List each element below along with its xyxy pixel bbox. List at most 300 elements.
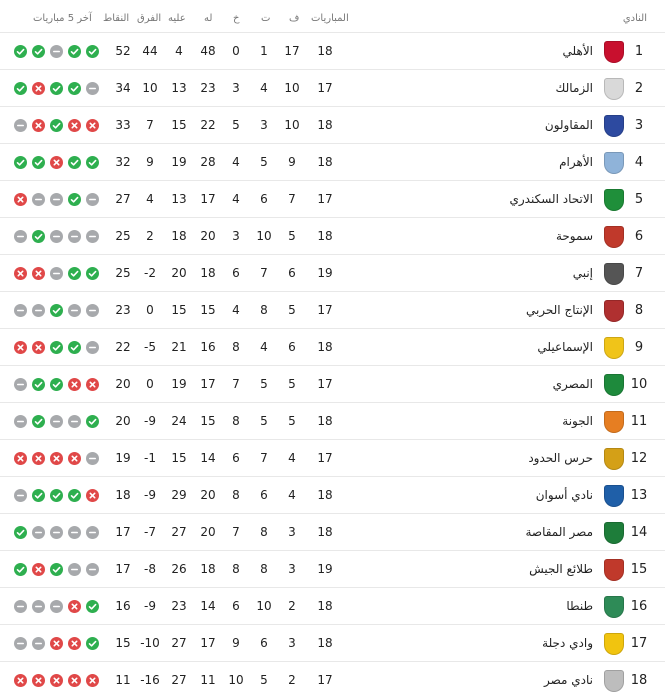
loss-x-icon (86, 489, 99, 502)
last5-form (14, 600, 104, 614)
drawn: 5 (260, 414, 268, 428)
played: 18 (317, 155, 333, 169)
team-name[interactable]: طنطا (566, 599, 593, 613)
rank: 17 (630, 636, 648, 651)
table-row[interactable] (0, 69, 665, 106)
loss-x-icon (50, 452, 63, 465)
goals-against: 24 (171, 414, 187, 428)
loss-x-icon (68, 637, 81, 650)
table-row[interactable] (0, 624, 665, 661)
win-check-icon (68, 156, 81, 169)
win-check-icon (50, 378, 63, 391)
loss-x-icon (32, 82, 45, 95)
rank: 11 (630, 414, 648, 429)
goals-against: 26 (171, 562, 187, 576)
win-check-icon (68, 82, 81, 95)
loss-x-icon (68, 452, 81, 465)
goals-against: 23 (171, 599, 187, 613)
draw-dash-icon (32, 304, 45, 317)
table-row[interactable] (0, 587, 665, 624)
loss-x-icon (14, 193, 27, 206)
goal-diff: -9 (144, 488, 156, 502)
win-check-icon (32, 415, 45, 428)
win-check-icon (86, 600, 99, 613)
team-logo-icon (604, 300, 624, 322)
goals-for: 15 (200, 414, 216, 428)
team-name[interactable]: المصري (552, 377, 593, 391)
lost: 5 (232, 118, 240, 132)
rank: 5 (634, 192, 644, 207)
table-row[interactable] (0, 476, 665, 513)
win-check-icon (50, 82, 63, 95)
win-check-icon (32, 45, 45, 58)
goal-diff: -9 (144, 599, 156, 613)
goal-diff: -16 (140, 673, 160, 687)
won: 4 (288, 488, 296, 502)
draw-dash-icon (50, 600, 63, 613)
team-logo-icon (604, 633, 624, 655)
goals-against: 27 (171, 636, 187, 650)
rank: 18 (630, 673, 648, 688)
won: 5 (288, 414, 296, 428)
drawn: 4 (260, 340, 268, 354)
team-logo-icon (604, 559, 624, 581)
points: 17 (115, 525, 131, 539)
goals-against: 19 (171, 377, 187, 391)
rank: 10 (630, 377, 648, 392)
table-row[interactable] (0, 550, 665, 587)
table-row[interactable] (0, 143, 665, 180)
rank: 1 (634, 44, 644, 59)
win-check-icon (50, 341, 63, 354)
win-check-icon (14, 563, 27, 576)
last5-form (14, 267, 104, 281)
rank: 2 (634, 81, 644, 96)
goals-for: 18 (200, 562, 216, 576)
team-logo-icon (604, 374, 624, 396)
lost: 6 (232, 266, 240, 280)
header-lost: خ (233, 13, 240, 24)
goals-against: 19 (171, 155, 187, 169)
draw-dash-icon (14, 600, 27, 613)
table-row[interactable] (0, 291, 665, 328)
draw-dash-icon (50, 45, 63, 58)
points: 25 (115, 229, 131, 243)
rank: 12 (630, 451, 648, 466)
team-name[interactable]: حرس الحدود (528, 451, 593, 465)
played: 18 (317, 488, 333, 502)
goals-for: 14 (200, 451, 216, 465)
loss-x-icon (50, 637, 63, 650)
rank: 4 (634, 155, 644, 170)
drawn: 5 (260, 673, 268, 687)
team-name[interactable]: الأهرام (559, 155, 593, 169)
drawn: 7 (260, 451, 268, 465)
team-name[interactable]: المقاولون (544, 118, 593, 132)
lost: 0 (232, 44, 240, 58)
draw-dash-icon (50, 415, 63, 428)
header-last5: آخر 5 مباريات (33, 13, 92, 24)
win-check-icon (32, 378, 45, 391)
loss-x-icon (68, 674, 81, 687)
lost: 10 (228, 673, 244, 687)
points: 33 (115, 118, 131, 132)
last5-form (14, 82, 104, 96)
team-logo-icon (604, 448, 624, 470)
draw-dash-icon (50, 230, 63, 243)
won: 3 (288, 525, 296, 539)
won: 5 (288, 303, 296, 317)
goal-diff: -9 (144, 414, 156, 428)
lost: 8 (232, 488, 240, 502)
goals-for: 20 (200, 229, 216, 243)
last5-form (14, 526, 104, 540)
draw-dash-icon (14, 489, 27, 502)
team-name[interactable]: نادي أسوان (535, 488, 593, 502)
rank: 16 (630, 599, 648, 614)
win-check-icon (68, 45, 81, 58)
table-row[interactable] (0, 32, 665, 69)
played: 17 (317, 192, 333, 206)
points: 27 (115, 192, 131, 206)
draw-dash-icon (14, 637, 27, 650)
points: 15 (115, 636, 131, 650)
goals-against: 13 (171, 81, 187, 95)
goals-for: 22 (200, 118, 216, 132)
draw-dash-icon (86, 193, 99, 206)
header-drawn: ت (261, 13, 271, 24)
drawn: 4 (260, 81, 268, 95)
rank: 8 (634, 303, 644, 318)
goals-against: 15 (171, 118, 187, 132)
header-goals-for: له (204, 13, 213, 24)
goal-diff: 44 (142, 44, 158, 58)
win-check-icon (14, 45, 27, 58)
draw-dash-icon (50, 193, 63, 206)
team-name[interactable]: وادي دجلة (542, 636, 593, 650)
drawn: 7 (260, 266, 268, 280)
draw-dash-icon (86, 563, 99, 576)
last5-form (14, 637, 104, 651)
goals-for: 28 (200, 155, 216, 169)
team-logo-icon (604, 337, 624, 359)
draw-dash-icon (32, 193, 45, 206)
team-name[interactable]: سموحة (555, 229, 593, 243)
team-logo-icon (604, 152, 624, 174)
played: 19 (317, 562, 333, 576)
lost: 7 (232, 525, 240, 539)
lost: 8 (232, 340, 240, 354)
team-name[interactable]: طلائع الجيش (529, 562, 593, 576)
loss-x-icon (32, 452, 45, 465)
team-logo-icon (604, 522, 624, 544)
team-name[interactable]: الزمالك (555, 81, 593, 95)
goal-diff: -10 (140, 636, 160, 650)
played: 18 (317, 44, 333, 58)
draw-dash-icon (86, 452, 99, 465)
drawn: 5 (260, 155, 268, 169)
draw-dash-icon (86, 230, 99, 243)
lost: 7 (232, 377, 240, 391)
goals-against: 20 (171, 266, 187, 280)
goals-for: 23 (200, 81, 216, 95)
goal-diff: -7 (144, 525, 156, 539)
win-check-icon (68, 193, 81, 206)
drawn: 6 (260, 636, 268, 650)
goals-for: 17 (200, 192, 216, 206)
won: 5 (288, 229, 296, 243)
team-name[interactable]: الإسماعيلي (537, 340, 593, 354)
loss-x-icon (50, 674, 63, 687)
draw-dash-icon (86, 82, 99, 95)
last5-form (14, 452, 104, 466)
team-name[interactable]: إنبي (572, 266, 593, 280)
loss-x-icon (32, 563, 45, 576)
draw-dash-icon (68, 415, 81, 428)
goals-for: 11 (200, 673, 216, 687)
team-name[interactable]: الأهلي (562, 44, 593, 58)
won: 10 (284, 118, 300, 132)
draw-dash-icon (68, 563, 81, 576)
win-check-icon (86, 415, 99, 428)
draw-dash-icon (14, 230, 27, 243)
draw-dash-icon (68, 304, 81, 317)
goals-against: 4 (175, 44, 183, 58)
lost: 3 (232, 81, 240, 95)
goals-for: 48 (200, 44, 216, 58)
loss-x-icon (68, 600, 81, 613)
points: 20 (115, 377, 131, 391)
lost: 8 (232, 414, 240, 428)
last5-form (14, 563, 104, 577)
win-check-icon (50, 563, 63, 576)
rank: 9 (634, 340, 644, 355)
goal-diff: 9 (146, 155, 154, 169)
win-check-icon (32, 230, 45, 243)
goals-for: 20 (200, 488, 216, 502)
won: 2 (288, 599, 296, 613)
team-logo-icon (604, 189, 624, 211)
rank: 3 (634, 118, 644, 133)
won: 4 (288, 451, 296, 465)
goal-diff: 4 (146, 192, 154, 206)
loss-x-icon (68, 119, 81, 132)
loss-x-icon (14, 452, 27, 465)
team-logo-icon (604, 596, 624, 618)
team-logo-icon (604, 115, 624, 137)
draw-dash-icon (50, 267, 63, 280)
last5-form (14, 378, 104, 392)
table-row[interactable] (0, 365, 665, 402)
goal-diff: -2 (144, 266, 156, 280)
team-name[interactable]: الإنتاج الحربي (525, 303, 593, 317)
draw-dash-icon (86, 341, 99, 354)
team-logo-icon (604, 670, 624, 692)
played: 18 (317, 525, 333, 539)
played: 19 (317, 266, 333, 280)
drawn: 8 (260, 562, 268, 576)
header-team: النادي (622, 13, 647, 24)
goals-for: 15 (200, 303, 216, 317)
team-logo-icon (604, 78, 624, 100)
last5-form (14, 674, 104, 688)
rank: 14 (630, 525, 648, 540)
draw-dash-icon (14, 415, 27, 428)
draw-dash-icon (32, 637, 45, 650)
draw-dash-icon (68, 526, 81, 539)
team-name[interactable]: نادي مصر (543, 673, 593, 687)
goals-against: 18 (171, 229, 187, 243)
win-check-icon (86, 156, 99, 169)
lost: 4 (232, 155, 240, 169)
win-check-icon (86, 267, 99, 280)
played: 18 (317, 414, 333, 428)
team-name[interactable]: الجونة (562, 414, 593, 428)
goals-against: 13 (171, 192, 187, 206)
table-row[interactable] (0, 180, 665, 217)
table-row[interactable] (0, 661, 665, 698)
win-check-icon (14, 82, 27, 95)
goals-against: 29 (171, 488, 187, 502)
points: 52 (115, 44, 131, 58)
played: 17 (317, 303, 333, 317)
team-name[interactable]: الاتحاد السكندري (509, 192, 593, 206)
points: 19 (115, 451, 131, 465)
table-header (0, 0, 665, 32)
goals-for: 18 (200, 266, 216, 280)
lost: 4 (232, 192, 240, 206)
drawn: 10 (256, 229, 272, 243)
table-row[interactable] (0, 513, 665, 550)
win-check-icon (86, 45, 99, 58)
header-played: المباريات (311, 13, 349, 24)
goals-against: 27 (171, 525, 187, 539)
loss-x-icon (14, 341, 27, 354)
team-logo-icon (604, 263, 624, 285)
table-row[interactable] (0, 106, 665, 143)
header-won: ف (289, 13, 300, 24)
drawn: 6 (260, 192, 268, 206)
last5-form (14, 230, 104, 244)
header-goal-diff: الفرق (137, 13, 162, 24)
draw-dash-icon (14, 119, 27, 132)
last5-form (14, 489, 104, 503)
points: 16 (115, 599, 131, 613)
goals-for: 17 (200, 377, 216, 391)
draw-dash-icon (50, 526, 63, 539)
draw-dash-icon (14, 304, 27, 317)
lost: 3 (232, 229, 240, 243)
goal-diff: 10 (142, 81, 158, 95)
table-row[interactable] (0, 217, 665, 254)
goal-diff: 2 (146, 229, 154, 243)
goal-diff: -8 (144, 562, 156, 576)
last5-form (14, 341, 104, 355)
played: 17 (317, 673, 333, 687)
loss-x-icon (86, 674, 99, 687)
goal-diff: 7 (146, 118, 154, 132)
goals-for: 16 (200, 340, 216, 354)
rank: 13 (630, 488, 648, 503)
loss-x-icon (68, 378, 81, 391)
last5-form (14, 119, 104, 133)
played: 18 (317, 229, 333, 243)
drawn: 8 (260, 303, 268, 317)
win-check-icon (32, 156, 45, 169)
points: 25 (115, 266, 131, 280)
win-check-icon (32, 489, 45, 502)
loss-x-icon (14, 674, 27, 687)
points: 23 (115, 303, 131, 317)
goals-against: 27 (171, 673, 187, 687)
win-check-icon (14, 526, 27, 539)
win-check-icon (50, 119, 63, 132)
draw-dash-icon (86, 526, 99, 539)
goal-diff: -5 (144, 340, 156, 354)
draw-dash-icon (68, 230, 81, 243)
table-row[interactable] (0, 402, 665, 439)
table-row[interactable] (0, 328, 665, 365)
table-row[interactable] (0, 254, 665, 291)
draw-dash-icon (32, 526, 45, 539)
draw-dash-icon (86, 304, 99, 317)
loss-x-icon (32, 674, 45, 687)
drawn: 5 (260, 377, 268, 391)
won: 2 (288, 673, 296, 687)
loss-x-icon (32, 119, 45, 132)
loss-x-icon (86, 378, 99, 391)
played: 18 (317, 340, 333, 354)
goals-for: 20 (200, 525, 216, 539)
played: 17 (317, 377, 333, 391)
last5-form (14, 415, 104, 429)
goal-diff: 0 (146, 377, 154, 391)
win-check-icon (68, 267, 81, 280)
played: 17 (317, 81, 333, 95)
draw-dash-icon (14, 378, 27, 391)
goals-against: 15 (171, 451, 187, 465)
points: 32 (115, 155, 131, 169)
loss-x-icon (86, 119, 99, 132)
won: 10 (284, 81, 300, 95)
drawn: 8 (260, 525, 268, 539)
points: 18 (115, 488, 131, 502)
won: 7 (288, 192, 296, 206)
drawn: 3 (260, 118, 268, 132)
win-check-icon (86, 637, 99, 650)
loss-x-icon (14, 267, 27, 280)
won: 9 (288, 155, 296, 169)
draw-dash-icon (32, 600, 45, 613)
played: 17 (317, 451, 333, 465)
played: 18 (317, 118, 333, 132)
win-check-icon (50, 489, 63, 502)
team-logo-icon (604, 41, 624, 63)
team-name[interactable]: مصر المقاصة (525, 525, 593, 539)
lost: 6 (232, 599, 240, 613)
rank: 7 (634, 266, 644, 281)
table-row[interactable] (0, 439, 665, 476)
last5-form (14, 193, 104, 207)
played: 18 (317, 599, 333, 613)
last5-form (14, 156, 104, 170)
goals-against: 21 (171, 340, 187, 354)
goal-diff: 0 (146, 303, 154, 317)
won: 3 (288, 562, 296, 576)
points: 17 (115, 562, 131, 576)
rank: 6 (634, 229, 644, 244)
win-check-icon (68, 489, 81, 502)
